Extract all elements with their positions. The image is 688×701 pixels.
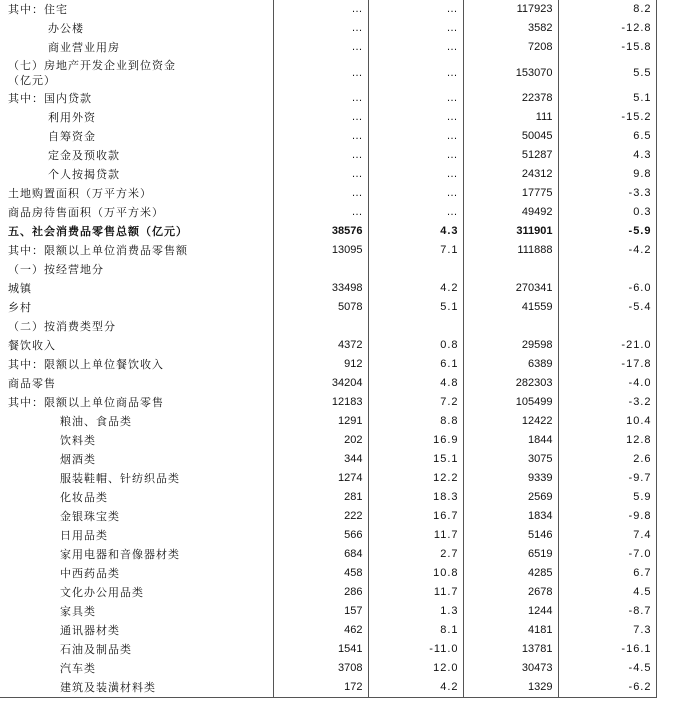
cell-current-growth: 18.3 [368,488,463,507]
table-row [0,602,656,621]
cell-current-value: 5078 [273,298,368,317]
cell-current-growth: … [368,19,463,38]
row-label [0,545,273,564]
row-label-text: 乡村 [8,301,32,314]
table-row [0,469,656,488]
row-label [0,393,273,412]
cell-cumulative-growth: -4.0 [558,374,656,393]
cell-current-growth: 2.7 [368,545,463,564]
cell-cumulative-value: 4181 [463,621,558,640]
cell-cumulative-value: 311901 [463,222,558,241]
cell-current-value: 12183 [273,393,368,412]
cell-cumulative-value: 9339 [463,469,558,488]
cell-current-growth: 16.9 [368,431,463,450]
cell-cumulative-growth: -3.3 [558,184,656,203]
cell-current-growth: 5.1 [368,298,463,317]
cell-current-value: 344 [273,450,368,469]
row-label [0,127,273,146]
cell-cumulative-growth: -9.8 [558,507,656,526]
cell-cumulative-value: 117923 [463,0,558,19]
table-row [0,203,656,222]
row-label [0,298,273,317]
cell-current-value: 1541 [273,640,368,659]
row-label [0,203,273,222]
cell-cumulative-growth: 5.9 [558,488,656,507]
cell-current-value: 912 [273,355,368,374]
row-label-text: 其中：限额以上单位消费品零售额 [8,244,188,257]
cell-cumulative-growth: -21.0 [558,336,656,355]
cell-cumulative-growth: -6.2 [558,678,656,698]
table-row [0,260,656,279]
cell-current-growth: … [368,0,463,19]
cell-current-growth: 16.7 [368,507,463,526]
table-row [0,621,656,640]
row-label-text: 个人按揭贷款 [48,168,120,181]
cell-current-value: 3708 [273,659,368,678]
cell-cumulative-growth: 4.5 [558,583,656,602]
cell-current-growth: … [368,146,463,165]
table-row [0,545,656,564]
cell-current-value: 566 [273,526,368,545]
row-label [0,317,273,336]
row-label-text: 利用外资 [48,111,96,124]
cell-cumulative-growth: -15.8 [558,38,656,57]
row-label [0,621,273,640]
cell-current-growth: … [368,57,463,89]
row-label [0,412,273,431]
cell-current-value: 1291 [273,412,368,431]
cell-cumulative-growth: -17.8 [558,355,656,374]
cell-current-value: … [273,203,368,222]
cell-current-growth: 4.8 [368,374,463,393]
table-row [0,38,656,57]
row-label-text: 金银珠宝类 [60,510,120,523]
cell-cumulative-value: 1844 [463,431,558,450]
cell-cumulative-growth: 0.3 [558,203,656,222]
cell-cumulative-growth: -7.0 [558,545,656,564]
row-label [0,19,273,38]
cell-current-growth: 4.2 [368,678,463,698]
cell-cumulative-growth: -9.7 [558,469,656,488]
cell-cumulative-value: 4285 [463,564,558,583]
row-label [0,38,273,57]
row-label [0,602,273,621]
row-label-text: 自筹资金 [48,130,96,143]
cell-cumulative-value: 153070 [463,57,558,89]
row-label [0,222,273,241]
row-label-text: 其中：住宅 [8,3,68,16]
row-label-text: 商品房待售面积（万平方米） [8,206,164,219]
cell-cumulative-growth: -4.2 [558,241,656,260]
table-row [0,298,656,317]
row-label [0,526,273,545]
cell-cumulative-growth: 6.7 [558,564,656,583]
table-row [0,678,656,698]
table-row [0,19,656,38]
cell-cumulative-value: 7208 [463,38,558,57]
cell-cumulative-growth: -5.9 [558,222,656,241]
table-row [0,184,656,203]
row-label-text: 粮油、食品类 [60,415,132,428]
table-row [0,108,656,127]
row-label [0,57,273,89]
cell-current-growth: 12.2 [368,469,463,488]
table-row [0,241,656,260]
cell-cumulative-growth: 5.1 [558,89,656,108]
cell-cumulative-growth: 7.3 [558,621,656,640]
cell-cumulative-value: 3582 [463,19,558,38]
cell-cumulative-value: 51287 [463,146,558,165]
table-row [0,222,656,241]
cell-cumulative-growth: 9.8 [558,165,656,184]
table-row [0,393,656,412]
row-label [0,108,273,127]
cell-current-value: … [273,146,368,165]
table-row [0,279,656,298]
cell-current-value: … [273,19,368,38]
cell-current-growth: 4.2 [368,279,463,298]
cell-cumulative-growth: 6.5 [558,127,656,146]
cell-current-growth: 6.1 [368,355,463,374]
row-label-text: 日用品类 [60,529,108,542]
row-label-text: 石油及制品类 [60,643,132,656]
cell-current-growth: 1.3 [368,602,463,621]
table-row [0,165,656,184]
cell-current-growth: 7.1 [368,241,463,260]
cell-current-value: … [273,0,368,19]
row-label [0,165,273,184]
cell-current-value: 684 [273,545,368,564]
cell-current-growth: 11.7 [368,526,463,545]
cell-current-growth: 11.7 [368,583,463,602]
table-row [0,583,656,602]
row-label [0,450,273,469]
row-label-text: 烟酒类 [60,453,96,466]
cell-current-value: 172 [273,678,368,698]
table-row [0,355,656,374]
table-row [0,57,656,89]
row-label-text: 其中：限额以上单位商品零售 [8,396,164,409]
table-row [0,640,656,659]
cell-current-growth: 12.0 [368,659,463,678]
row-label [0,241,273,260]
cell-cumulative-growth: -15.2 [558,108,656,127]
cell-cumulative-value: 111888 [463,241,558,260]
table-row [0,526,656,545]
row-label [0,355,273,374]
row-label-text: 中西药品类 [60,567,120,580]
cell-cumulative-value: 1244 [463,602,558,621]
cell-current-value: 157 [273,602,368,621]
cell-cumulative-value: 1834 [463,507,558,526]
row-label-text: 建筑及装潢材料类 [60,681,156,694]
cell-cumulative-value: 22378 [463,89,558,108]
cell-current-value: 38576 [273,222,368,241]
cell-current-growth: 10.8 [368,564,463,583]
table-row [0,431,656,450]
cell-current-value: … [273,38,368,57]
row-label-text: 家具类 [60,605,96,618]
cell-cumulative-growth: 7.4 [558,526,656,545]
row-label [0,336,273,355]
row-label-text: 服装鞋帽、针纺织品类 [60,472,180,485]
row-label-text: 家用电器和音像器材类 [60,548,180,561]
cell-current-growth: 0.8 [368,336,463,355]
row-label [0,583,273,602]
cell-cumulative-value: 24312 [463,165,558,184]
cell-current-growth: … [368,89,463,108]
table-row [0,507,656,526]
cell-cumulative-value: 105499 [463,393,558,412]
cell-cumulative-growth: 2.6 [558,450,656,469]
cell-current-value [273,317,368,336]
table-row [0,127,656,146]
cell-current-growth [368,317,463,336]
cell-cumulative-growth: 8.2 [558,0,656,19]
cell-current-value: 13095 [273,241,368,260]
table-row [0,412,656,431]
cell-current-value: 4372 [273,336,368,355]
row-label-unit: （亿元） [8,74,56,87]
row-label-text: 餐饮收入 [8,339,56,352]
cell-cumulative-growth: 12.8 [558,431,656,450]
cell-cumulative-value: 282303 [463,374,558,393]
cell-cumulative-value: 49492 [463,203,558,222]
table-row [0,0,656,19]
cell-current-growth: … [368,203,463,222]
table-row [0,374,656,393]
cell-cumulative-value: 6519 [463,545,558,564]
cell-current-value: … [273,127,368,146]
cell-cumulative-growth: -3.2 [558,393,656,412]
row-label [0,89,273,108]
cell-current-value: … [273,108,368,127]
cell-cumulative-value: 50045 [463,127,558,146]
row-label [0,640,273,659]
cell-cumulative-growth: 5.5 [558,57,656,89]
cell-cumulative-value: 41559 [463,298,558,317]
row-label-text: 汽车类 [60,662,96,675]
row-label [0,374,273,393]
cell-current-growth: 7.2 [368,393,463,412]
cell-current-value: 202 [273,431,368,450]
row-label-text: （一）按经营地分 [8,263,104,276]
row-label [0,184,273,203]
table-row [0,317,656,336]
table-row [0,488,656,507]
row-label-text: 城镇 [8,282,32,295]
cell-cumulative-growth: -16.1 [558,640,656,659]
row-label-text: （七）房地产开发企业到位资金 [8,59,176,72]
row-label-text: 土地购置面积（万平方米） [8,187,152,200]
cell-current-value: … [273,89,368,108]
cell-current-value: 458 [273,564,368,583]
cell-cumulative-growth [558,260,656,279]
cell-cumulative-growth: -8.7 [558,602,656,621]
table-row [0,450,656,469]
row-label-text: 其中：国内贷款 [8,92,92,105]
row-label-text: 通讯器材类 [60,624,120,637]
cell-cumulative-value: 6389 [463,355,558,374]
cell-current-growth: … [368,184,463,203]
cell-current-value: … [273,184,368,203]
cell-cumulative-growth [558,317,656,336]
table-row [0,89,656,108]
row-label-text: 定金及预收款 [48,149,120,162]
row-label [0,507,273,526]
cell-cumulative-value: 5146 [463,526,558,545]
cell-current-growth: … [368,165,463,184]
table-row [0,659,656,678]
row-label-text: 五、社会消费品零售总额（亿元） [8,225,188,238]
cell-current-value: 34204 [273,374,368,393]
row-label [0,469,273,488]
cell-current-value: 33498 [273,279,368,298]
cell-cumulative-value: 1329 [463,678,558,698]
cell-cumulative-value: 2569 [463,488,558,507]
cell-cumulative-value: 3075 [463,450,558,469]
cell-current-value: 462 [273,621,368,640]
table-row [0,336,656,355]
row-label [0,488,273,507]
cell-cumulative-growth: -5.4 [558,298,656,317]
cell-cumulative-value: 2678 [463,583,558,602]
cell-cumulative-growth: -4.5 [558,659,656,678]
cell-current-value: … [273,165,368,184]
cell-current-growth [368,260,463,279]
cell-cumulative-value [463,317,558,336]
cell-current-value: 222 [273,507,368,526]
row-label [0,564,273,583]
table-row [0,564,656,583]
cell-current-value: 286 [273,583,368,602]
cell-cumulative-growth: -12.8 [558,19,656,38]
cell-cumulative-value: 270341 [463,279,558,298]
cell-current-growth: -11.0 [368,640,463,659]
cell-current-value: … [273,57,368,89]
cell-cumulative-growth: 10.4 [558,412,656,431]
cell-cumulative-growth: 4.3 [558,146,656,165]
cell-cumulative-value: 17775 [463,184,558,203]
table-row [0,146,656,165]
cell-current-value: 281 [273,488,368,507]
cell-current-growth: 15.1 [368,450,463,469]
cell-current-value [273,260,368,279]
row-label-text: 饮料类 [60,434,96,447]
cell-current-growth: … [368,108,463,127]
row-label [0,0,273,19]
row-label [0,659,273,678]
row-label [0,146,273,165]
row-label [0,279,273,298]
row-label-text: 文化办公用品类 [60,586,144,599]
row-label-text: 办公楼 [48,22,84,35]
cell-cumulative-value: 29598 [463,336,558,355]
cell-current-value: 1274 [273,469,368,488]
cell-cumulative-value: 12422 [463,412,558,431]
row-label [0,431,273,450]
cell-current-growth: 8.1 [368,621,463,640]
cell-current-growth: 8.8 [368,412,463,431]
cell-cumulative-value: 111 [463,108,558,127]
cell-current-growth: 4.3 [368,222,463,241]
cell-cumulative-value: 13781 [463,640,558,659]
cell-cumulative-value [463,260,558,279]
cell-current-growth: … [368,38,463,57]
row-label [0,260,273,279]
row-label-text: （二）按消费类型分 [8,320,116,333]
cell-cumulative-growth: -6.0 [558,279,656,298]
cell-current-growth: … [368,127,463,146]
row-label [0,678,273,698]
row-label-text: 化妆品类 [60,491,108,504]
row-label-text: 商业营业用房 [48,41,120,54]
row-label-text: 其中：限额以上单位餐饮收入 [8,358,164,371]
cell-cumulative-value: 30473 [463,659,558,678]
row-label-text: 商品零售 [8,377,56,390]
